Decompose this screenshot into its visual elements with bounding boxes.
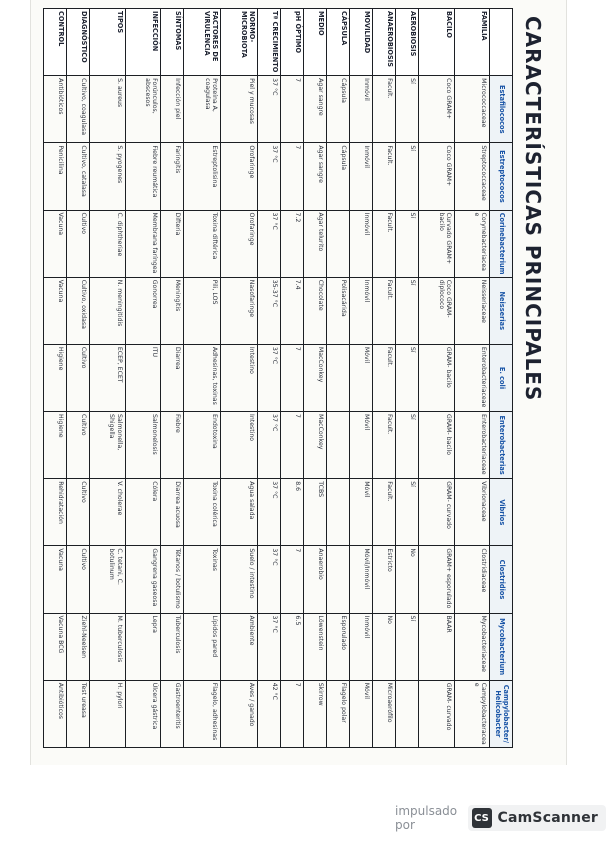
table-cell: Facult.: [373, 479, 396, 546]
table-cell: Penicilina: [44, 143, 67, 210]
table-cell: Piel y mucosas: [220, 76, 257, 143]
table-cell: Gangrena gaseosa: [125, 546, 160, 613]
table-cell: Antibióticos: [44, 680, 67, 747]
table-cell: Adhesinas, toxinas: [184, 344, 221, 411]
table-cell: N. meningitidis: [90, 277, 125, 344]
table-cell: Sí: [396, 479, 419, 546]
row-label: INFECCIÓN: [125, 9, 160, 76]
table-cell: 42 °C: [257, 680, 280, 747]
table-cell: 37 °C: [257, 344, 280, 411]
row-label: TIPOS: [90, 9, 125, 76]
table-cell: Campylobacteraceae: [454, 680, 489, 747]
table-cell: Inmóvil: [350, 210, 373, 277]
table-cell: Vacuna: [44, 277, 67, 344]
table-cell: MacConkey: [304, 344, 327, 411]
column-header: E. coli: [490, 344, 513, 411]
table-row: [350, 9, 373, 748]
table-row: [184, 9, 221, 748]
table-cell: GRAM+ esporulado: [419, 546, 454, 613]
table-cell: Cápsula: [327, 143, 350, 210]
table-cell: Flagelo, adhesinas: [184, 680, 221, 747]
table-cell: GRAM- bacilo: [419, 344, 454, 411]
table-cell: Toxina diftérica: [184, 210, 221, 277]
column-header: Corinebacterium: [490, 210, 513, 277]
table-cell: Flagelo polar: [327, 680, 350, 747]
table-row: [90, 9, 125, 748]
document-title: CARACTERÍSTICAS PRINCIPALES: [521, 16, 545, 402]
table-cell: Facult.: [373, 412, 396, 479]
rotated-table-wrapper: [31, 0, 566, 765]
table-cell: ECEP, ECET: [90, 344, 125, 411]
table-cell: Neisseriaceae: [454, 277, 489, 344]
table-cell: Cultivo: [67, 412, 90, 479]
table-cell: Fiebre: [160, 412, 183, 479]
column-header: Enterobacterias: [490, 412, 513, 479]
row-label: MEDIO: [304, 9, 327, 76]
table-cell: V. cholerae: [90, 479, 125, 546]
table-cell: Cultivo: [67, 479, 90, 546]
table-cell: Facult.: [373, 143, 396, 210]
table-cell: Orofaringe: [220, 210, 257, 277]
table-cell: 37 °C: [257, 143, 280, 210]
table-cell: 7: [281, 344, 304, 411]
table-cell: Membrana faríngea: [125, 210, 160, 277]
table-cell: 37 °C: [257, 210, 280, 277]
table-cell: Orofaringe: [220, 143, 257, 210]
table-cell: Inmóvil: [350, 613, 373, 680]
table-cell: Salmonelosis: [125, 412, 160, 479]
table-cell: 7.4: [281, 277, 304, 344]
table-cell: GRAM- curvado: [419, 479, 454, 546]
table-cell: Faringitis: [160, 143, 183, 210]
table-cell: Salmonella, Shigella: [90, 412, 125, 479]
table-cell: Vacuna BCG: [44, 613, 67, 680]
table-cell: 37 °C: [257, 613, 280, 680]
table-cell: Clostridiaceae: [454, 546, 489, 613]
table-cell: Infección piel: [160, 76, 183, 143]
table-cell: Lepra: [125, 613, 160, 680]
table-cell: Sí: [396, 277, 419, 344]
table-cell: Agar sangre: [304, 76, 327, 143]
table-cell: 7.2: [281, 210, 304, 277]
table-cell: Forúnculos, abscesos: [125, 76, 160, 143]
table-cell: Móvil: [350, 479, 373, 546]
column-header: Vibrios: [490, 479, 513, 546]
table-cell: Móvil: [350, 412, 373, 479]
table-cell: Estricto: [373, 546, 396, 613]
row-label: NORMO-MICROBIOTA: [220, 9, 257, 76]
table-cell: Coco GRAM+: [419, 143, 454, 210]
row-label: pH ÓPTIMO: [281, 9, 304, 76]
table-cell: 37 °C: [257, 546, 280, 613]
camscanner-logo-icon: CS: [472, 808, 492, 828]
table-cell: Tétanos / botulismo: [160, 546, 183, 613]
table-cell: Enterobacteriaceae: [454, 412, 489, 479]
table-cell: Diarrea acuosa: [160, 479, 183, 546]
table-cell: Agua salada: [220, 479, 257, 546]
table-cell: Curvado GRAM+ bacilo: [419, 210, 454, 277]
column-header: Campylobacter/Helicobacter: [490, 680, 513, 747]
column-header: Mycobacterium: [490, 613, 513, 680]
table-cell: 7: [281, 546, 304, 613]
table-cell: C. tetani, C. botulinum: [90, 546, 125, 613]
table-cell: No: [396, 546, 419, 613]
table-cell: BAAR: [419, 613, 454, 680]
table-row: [373, 9, 396, 748]
row-label: CONTROL: [44, 9, 67, 76]
table-cell: Agar telurito: [304, 210, 327, 277]
table-cell: Higiene: [44, 344, 67, 411]
table-cell: Gastroenteritis: [160, 680, 183, 747]
table-cell: Sí: [396, 344, 419, 411]
table-cell: Sí: [396, 412, 419, 479]
table-cell: Intestino: [220, 344, 257, 411]
table-cell: Agar sangre: [304, 143, 327, 210]
table-cell: Cápsula: [327, 76, 350, 143]
table-cell: 37 °C: [257, 76, 280, 143]
row-label: ANAEROBIOSIS: [373, 9, 396, 76]
table-cell: Suelo / intestino: [220, 546, 257, 613]
table-cell: Mycobacteriaceae: [454, 613, 489, 680]
row-label: AEROBIOSIS: [396, 9, 419, 76]
table-cell: Micrococcaceae: [454, 76, 489, 143]
table-cell: Antibióticos: [44, 76, 67, 143]
scanned-document: [30, 0, 567, 765]
table-cell: 37 °C: [257, 479, 280, 546]
table-cell: Cultivo: [67, 210, 90, 277]
table-cell: Difteria: [160, 210, 183, 277]
table-row: [396, 9, 419, 748]
table-cell: Löwenstein: [304, 613, 327, 680]
table-cell: Facult.: [373, 277, 396, 344]
table-cell: Estreptolisina: [184, 143, 221, 210]
table-cell: Vacuna: [44, 546, 67, 613]
table-cell: Móvil/Inmóvil: [350, 546, 373, 613]
table-row: [454, 9, 489, 748]
table-cell: Facult.: [373, 210, 396, 277]
camscanner-badge: [468, 805, 606, 831]
table-cell: Chocolate: [304, 277, 327, 344]
row-label: DIAGNÓSTICO: [67, 9, 90, 76]
table-row: [281, 9, 304, 748]
table-cell: No: [373, 613, 396, 680]
powered-by-label: impulsado por: [395, 804, 458, 832]
table-cell: Proteína A, coagulasa: [184, 76, 221, 143]
table-cell: GRAM- curvado: [419, 680, 454, 747]
table-cell: 35-37 °C: [257, 277, 280, 344]
table-cell: Coco GRAM- diplococo: [419, 277, 454, 344]
table-cell: Coco GRAM+: [419, 76, 454, 143]
characteristics-table: [43, 8, 513, 748]
table-row: [220, 9, 257, 748]
table-cell: [327, 546, 350, 613]
row-label: BACILO: [419, 9, 454, 76]
row-label: CÁPSULA: [327, 9, 350, 76]
table-cell: Sí: [396, 76, 419, 143]
table-cell: Cultivo, oxidasa: [67, 277, 90, 344]
table-cell: Cultivo, coagulasa: [67, 76, 90, 143]
table-cell: Cultivo: [67, 344, 90, 411]
table-cell: Test ureasa: [67, 680, 90, 747]
table-cell: Vacuna: [44, 210, 67, 277]
table-cell: Ziehl-Neelsen: [67, 613, 90, 680]
camscanner-brand: CamScanner: [497, 810, 598, 826]
table-cell: Fiebre reumática: [125, 143, 160, 210]
table-cell: S. aureus: [90, 76, 125, 143]
table-cell: Enterobacteriaceae: [454, 344, 489, 411]
table-row: [419, 9, 454, 748]
row-label: Tª CRECIMIENTO: [257, 9, 280, 76]
table-row: [67, 9, 90, 748]
column-header: Neisserias: [490, 277, 513, 344]
table-cell: 7: [281, 143, 304, 210]
table-corner-header: [490, 9, 513, 76]
table-cell: Sí: [396, 210, 419, 277]
table-cell: Facult.: [373, 344, 396, 411]
table-cell: Higiene: [44, 412, 67, 479]
table-cell: Streptococcaceae: [454, 143, 489, 210]
table-cell: Microaerófilo: [373, 680, 396, 747]
table-cell: [396, 680, 419, 747]
table-cell: Vibrionaceae: [454, 479, 489, 546]
table-cell: 7: [281, 680, 304, 747]
table-cell: Polisacárida: [327, 277, 350, 344]
table-row: [327, 9, 350, 748]
table-cell: [327, 344, 350, 411]
camscanner-watermark: [395, 804, 606, 832]
table-cell: Móvil: [350, 344, 373, 411]
table-row: [160, 9, 183, 748]
table-cell: 8.6: [281, 479, 304, 546]
table-cell: Tuberculosis: [160, 613, 183, 680]
table-cell: Úlcera gástrica: [125, 680, 160, 747]
table-cell: S. pyogenes: [90, 143, 125, 210]
table-cell: Lípidos pared: [184, 613, 221, 680]
table-cell: Cultivo: [67, 546, 90, 613]
table-cell: Skirrow: [304, 680, 327, 747]
table-cell: Rehidratación: [44, 479, 67, 546]
table-cell: [327, 479, 350, 546]
table-cell: Anaerobio: [304, 546, 327, 613]
row-label: FAMILIA: [454, 9, 489, 76]
table-cell: ITU: [125, 344, 160, 411]
table-cell: Inmóvil: [350, 76, 373, 143]
row-label: SÍNTOMAS: [160, 9, 183, 76]
table-cell: 7: [281, 412, 304, 479]
table-cell: 6.5: [281, 613, 304, 680]
table-cell: Inmóvil: [350, 143, 373, 210]
table-cell: [327, 210, 350, 277]
table-cell: TCBS: [304, 479, 327, 546]
column-header: Estreptococos: [490, 143, 513, 210]
column-header: Clostridios: [490, 546, 513, 613]
table-cell: GRAM- bacilo: [419, 412, 454, 479]
table-cell: Gonorrea: [125, 277, 160, 344]
rotated-table: [43, 8, 553, 748]
table-cell: Meningitis: [160, 277, 183, 344]
table-cell: 37 °C: [257, 412, 280, 479]
table-cell: [327, 412, 350, 479]
table-row: [44, 9, 67, 748]
table-row: [257, 9, 280, 748]
table-cell: Cólera: [125, 479, 160, 546]
table-cell: Pili, LOS: [184, 277, 221, 344]
table-cell: H. pylori: [90, 680, 125, 747]
table-cell: Corynebacteriaceae: [454, 210, 489, 277]
table-cell: Toxina colérica: [184, 479, 221, 546]
table-cell: C. diphtheriae: [90, 210, 125, 277]
table-cell: Inmóvil: [350, 277, 373, 344]
table-cell: Endotoxina: [184, 412, 221, 479]
table-header-row: [490, 9, 513, 748]
table-cell: Cultivo, catalasa: [67, 143, 90, 210]
column-header: Estafilococos: [490, 76, 513, 143]
table-cell: Sí: [396, 613, 419, 680]
table-cell: MacConkey: [304, 412, 327, 479]
table-cell: Toxinas: [184, 546, 221, 613]
table-cell: Aves / ganado: [220, 680, 257, 747]
table-cell: M. tuberculosis: [90, 613, 125, 680]
table-row: [125, 9, 160, 748]
row-label: MOVILIDAD: [350, 9, 373, 76]
table-cell: 7: [281, 76, 304, 143]
table-cell: Diarrea: [160, 344, 183, 411]
table-cell: Nasofaringe: [220, 277, 257, 344]
table-cell: Intestino: [220, 412, 257, 479]
row-label: FACTORES DE VIRULENCIA: [184, 9, 221, 76]
table-cell: Sí: [396, 143, 419, 210]
table-cell: Facult.: [373, 76, 396, 143]
table-row: [304, 9, 327, 748]
table-cell: Móvil: [350, 680, 373, 747]
table-cell: Ambiente: [220, 613, 257, 680]
table-cell: Esporulado: [327, 613, 350, 680]
